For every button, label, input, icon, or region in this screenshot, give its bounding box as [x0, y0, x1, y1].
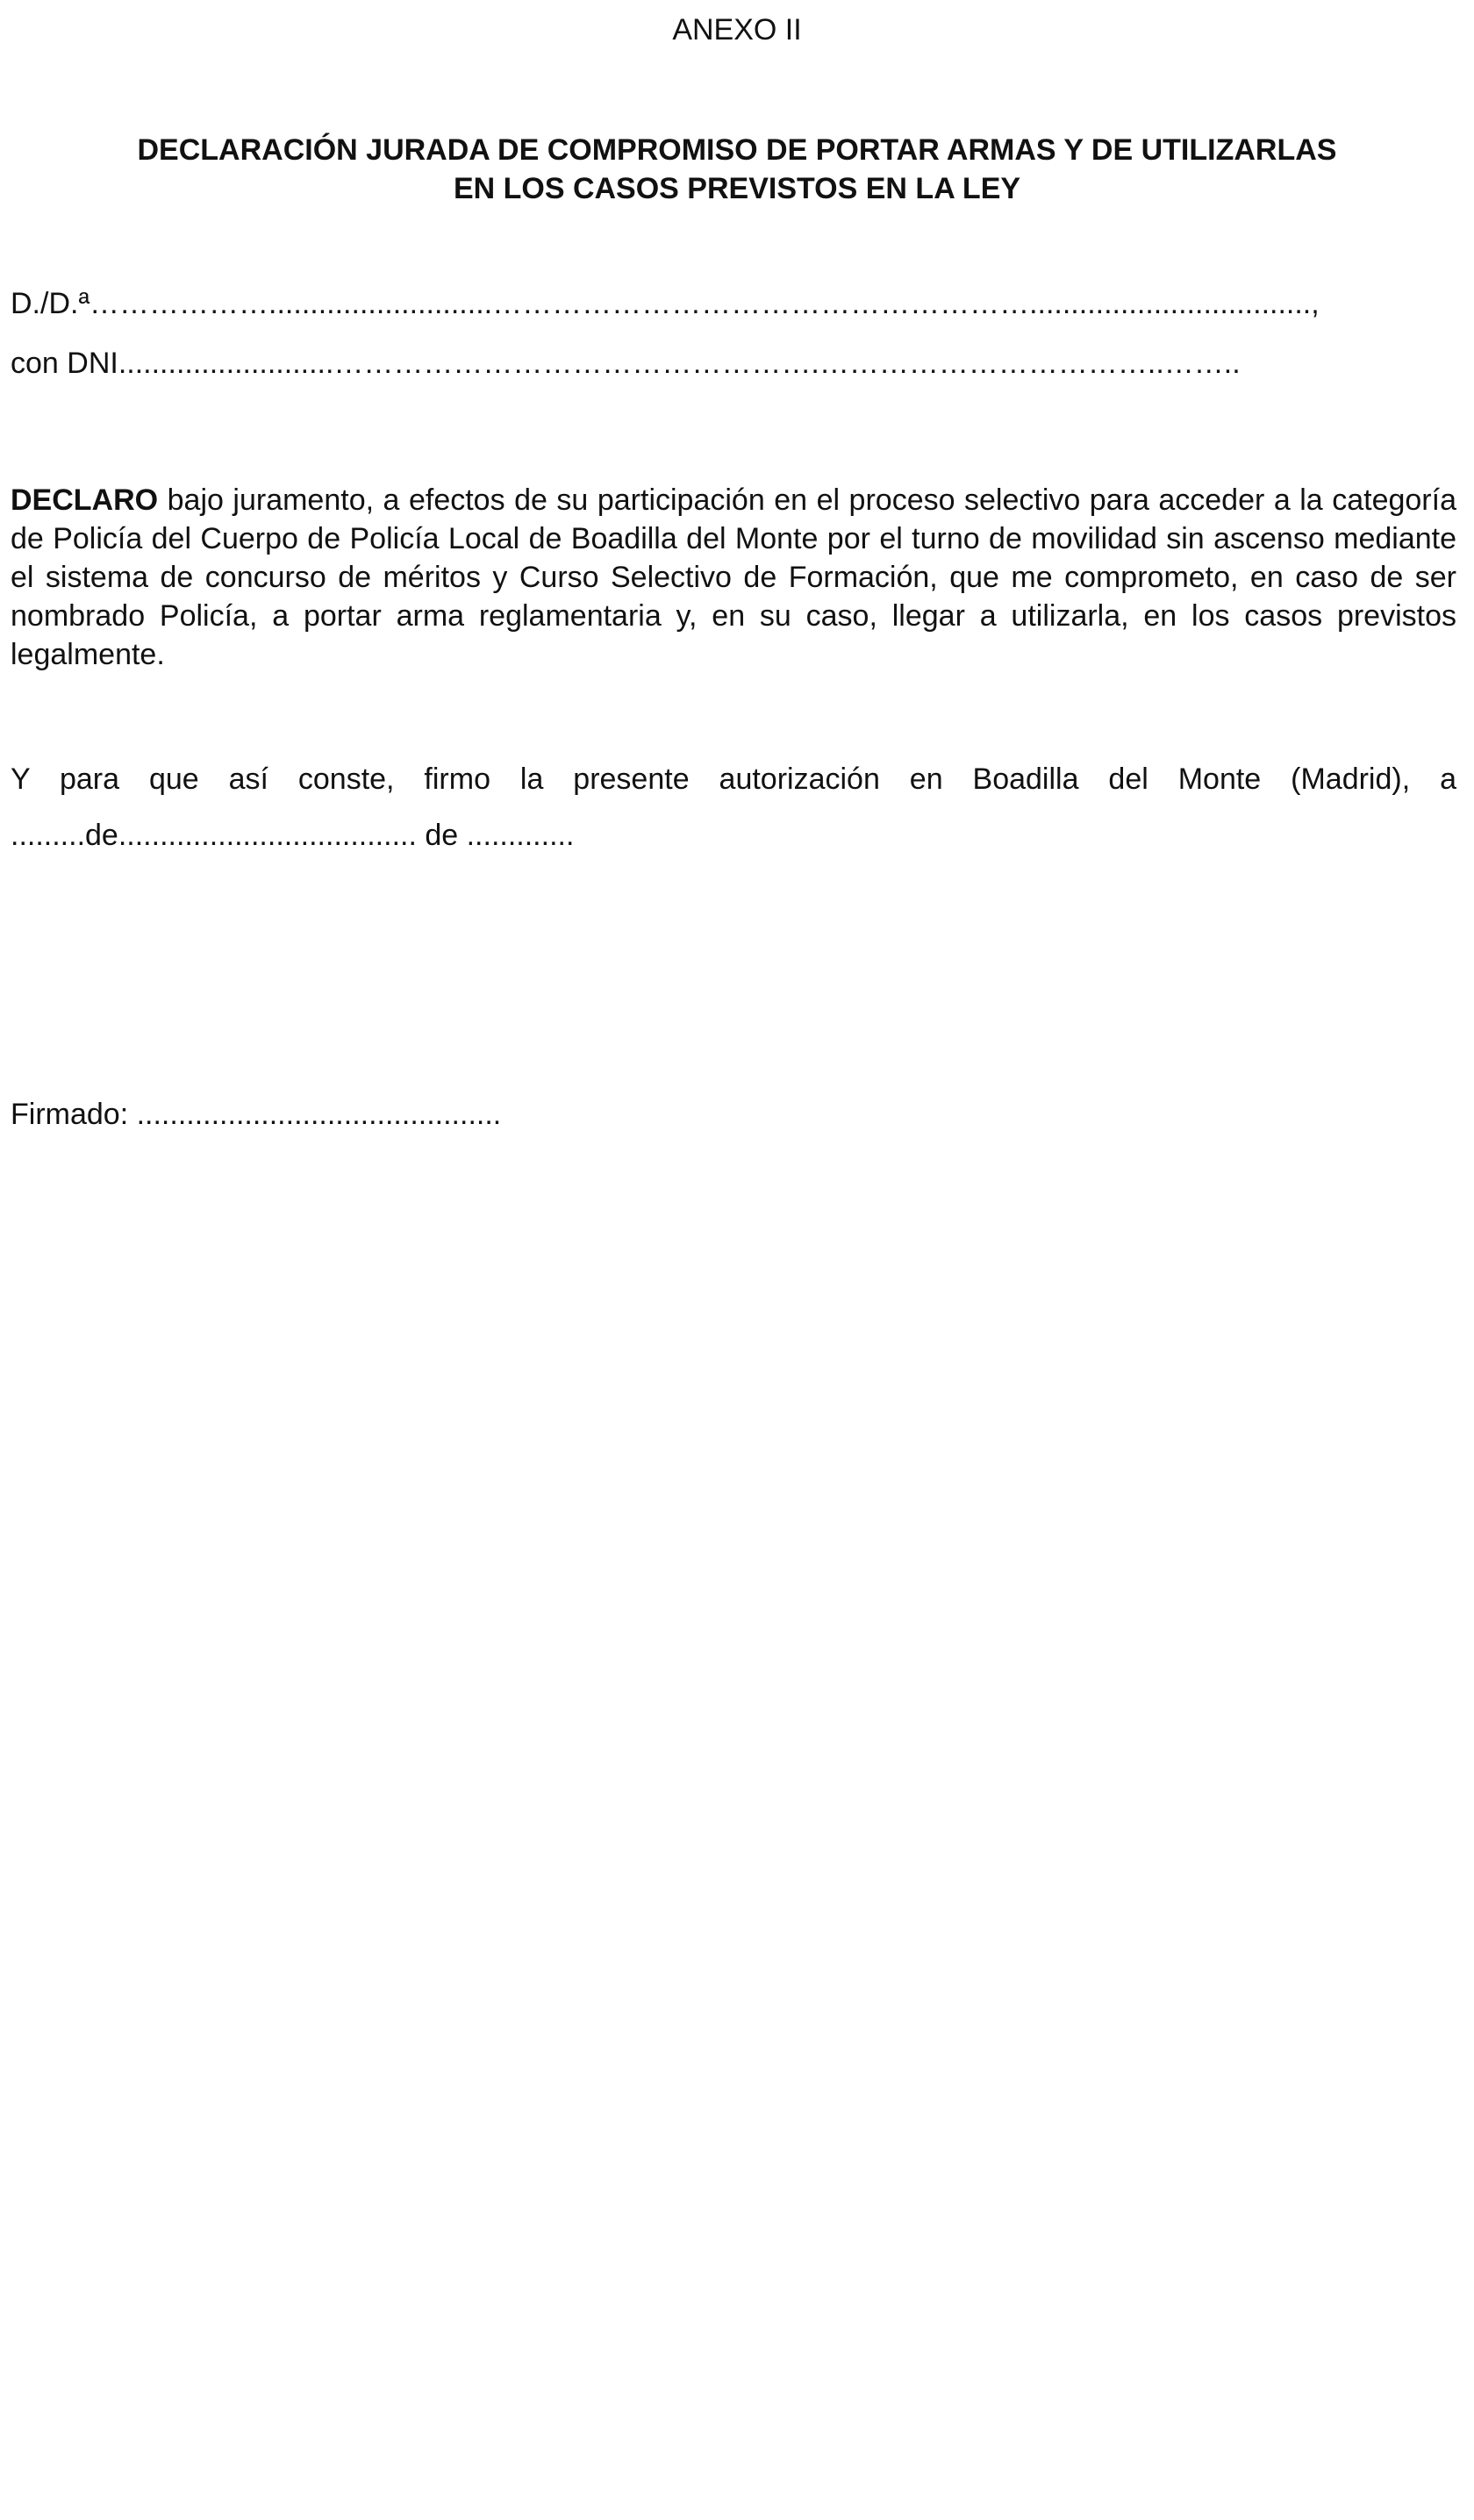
signature-line: Firmado: ............................................	[11, 1098, 502, 1131]
name-field: D./D.ª………………...........................………………………………………………..................................,	[11, 287, 1320, 320]
declaration-paragraph	[11, 481, 1456, 674]
document-title-line-2: EN LOS CASOS PREVISTOS EN LA LEY	[453, 172, 1021, 205]
annex-label: ANEXO II	[672, 13, 802, 47]
dni-field: con DNI..........................………………………………………….……………………………..……..	[11, 347, 1241, 380]
declaration-lead: DECLARO	[11, 483, 159, 517]
closing-paragraph: Y para que así conste, firmo la presente autorización en Boadilla del Monte (Madrid), a .........de.................................... de .............	[11, 762, 1456, 852]
document-title-line-1: DECLARACIÓN JURADA DE COMPROMISO DE PORTAR ARMAS Y DE UTILIZARLAS	[137, 133, 1337, 167]
declaration-body: bajo juramento, a efectos de su participación en el proceso selectivo para acceder a la categoría de Policía del Cuerpo de Policía Local de Boadilla del Monte por el turno de movilidad sin ascenso mediante el sistema de concurso de méritos y Curso Selectivo de Formación, que me comprometo, en caso de ser nombrado Policía, a portar arma reglamentaria y, en su caso, llegar a utilizarla, en los casos previstos legalmente.	[11, 483, 1456, 671]
